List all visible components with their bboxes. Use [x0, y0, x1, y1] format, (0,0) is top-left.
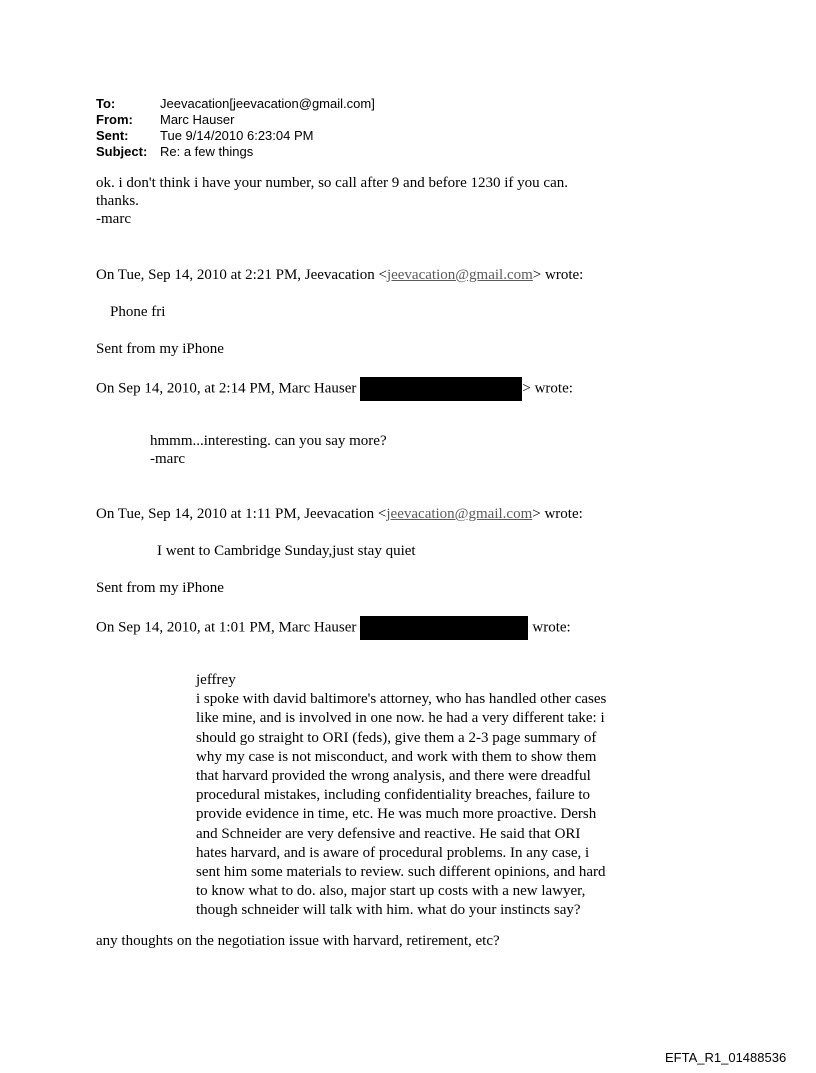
quote4-post: wrote:: [532, 619, 571, 636]
quote2-line-1: hmmm...interesting. can you say more?: [150, 433, 387, 449]
message-line: like mine, and is involved in one now. he had a very different take: i: [196, 710, 605, 727]
quote1-message: Phone fri: [110, 304, 166, 320]
quote1-post: > wrote:: [532, 267, 584, 283]
quote1-attribution: [96, 266, 583, 284]
closing-line: any thoughts on the negotiation issue with harvard, retirement, etc?: [96, 933, 500, 949]
quote1-email-link[interactable]: jeevacation@gmail.com: [386, 267, 533, 283]
sent-row: [96, 128, 375, 144]
message-line: to know what to do. also, major start up costs with a new lawyer,: [196, 883, 586, 900]
subject-label: Subject:: [96, 144, 148, 159]
message-line: should go straight to ORI (feds), give them a 2-3 page summary of: [196, 729, 597, 746]
email-header: [96, 96, 375, 160]
body-signature: -marc: [96, 211, 131, 227]
message-line: sent him some materials to review. such different opinions, and hard: [196, 864, 606, 881]
from-row: [96, 112, 375, 128]
sent-value: Tue 9/14/2010 6:23:04 PM: [160, 128, 314, 143]
message-line: why my case is not misconduct, and work with them to show them: [196, 748, 597, 765]
redaction-box: [360, 616, 528, 640]
message-line: and Schneider are very defensive and reactive. He said that ORI: [196, 825, 581, 842]
quote3-email-link[interactable]: jeevacation@gmail.com: [386, 506, 533, 522]
quote2-pre: On Sep 14, 2010, at 2:14 PM, Marc Hauser: [96, 380, 357, 397]
message-line: hates harvard, and is aware of procedural problems. In any case, i: [196, 844, 590, 861]
from-value: Marc Hauser: [160, 112, 235, 127]
quote3-signature: Sent from my iPhone: [96, 580, 224, 596]
to-value: Jeevacation[jeevacation@gmail.com]: [160, 96, 375, 111]
sent-label: Sent:: [96, 128, 129, 143]
message-line: procedural mistakes, including confidentiality breaches, failure to: [196, 787, 591, 804]
quote2-post: > wrote:: [522, 380, 573, 397]
body-line-1: ok. i don't think i have your number, so call after 9 and before 1230 if you can.: [96, 175, 568, 191]
to-row: [96, 96, 375, 112]
message-line: though schneider will talk with him. what do your instincts say?: [196, 902, 581, 919]
quote4-attribution: [96, 616, 571, 640]
quote3-post: > wrote:: [532, 506, 583, 522]
redaction-box: [360, 377, 522, 401]
subject-row: [96, 144, 375, 160]
quote3-pre: On Tue, Sep 14, 2010 at 1:11 PM, Jeevacation <: [96, 506, 387, 522]
message-line: i spoke with david baltimore's attorney, who has handled other cases: [196, 691, 607, 708]
quote1-signature: Sent from my iPhone: [96, 341, 224, 357]
document-id: EFTA_R1_01488536: [665, 1050, 787, 1065]
quote2-attribution: [96, 377, 573, 401]
quote2-line-2: -marc: [150, 451, 185, 467]
quote3-message: I went to Cambridge Sunday,just stay quiet: [157, 543, 416, 559]
body-line-2: thanks.: [96, 193, 139, 209]
message-line: that harvard provided the wrong analysis, and there were dreadful: [196, 768, 591, 785]
message-line: provide evidence in time, etc. He was much more proactive. Dersh: [196, 806, 597, 823]
message-line: jeffrey: [196, 672, 236, 688]
to-label: To:: [96, 96, 116, 111]
quote3-attribution: [96, 505, 583, 523]
quote4-pre: On Sep 14, 2010, at 1:01 PM, Marc Hauser: [96, 619, 357, 636]
subject-value: Re: a few things: [160, 144, 254, 159]
from-label: From:: [96, 112, 133, 127]
quote1-pre: On Tue, Sep 14, 2010 at 2:21 PM, Jeevacation <: [96, 267, 387, 283]
quote4-message: [196, 671, 636, 921]
